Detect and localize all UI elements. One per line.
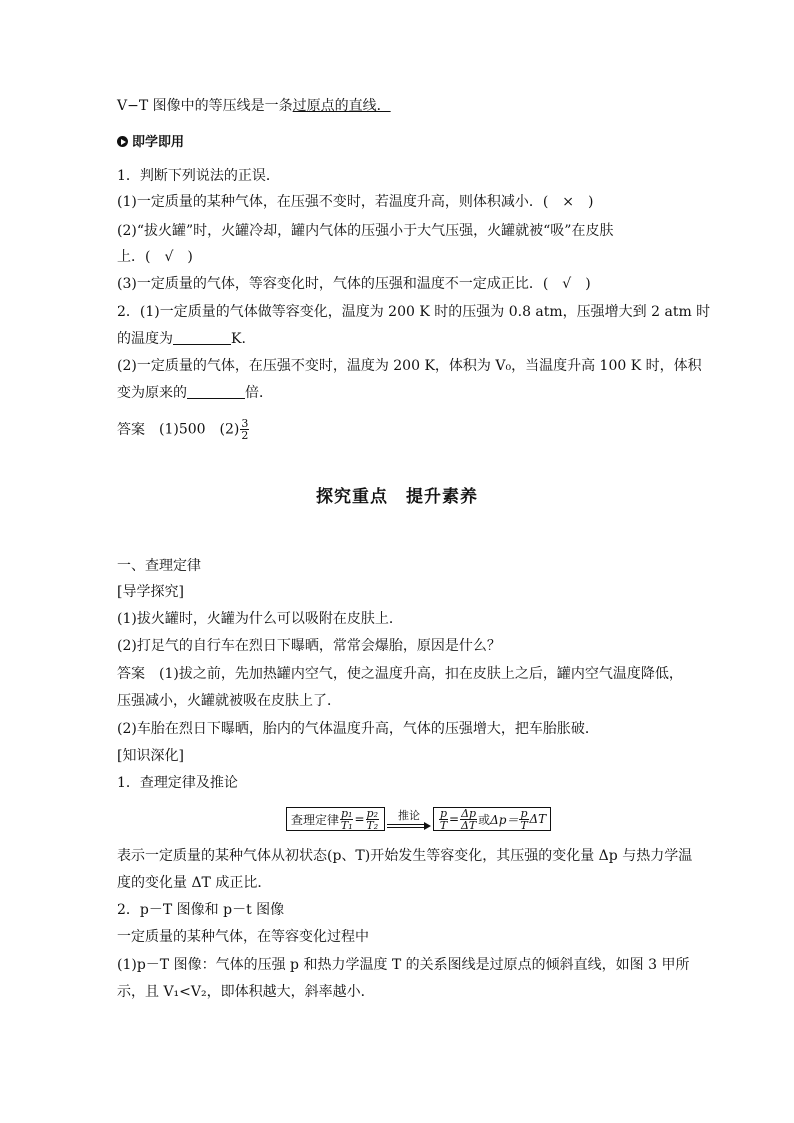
fraction-numerator: 3 [241, 417, 249, 430]
arrow-label: 推论 [397, 809, 420, 822]
dT-tail: ΔT [529, 812, 547, 826]
T: T [439, 818, 448, 832]
q1-item-2: (2)“拔火罐”时，火罐冷却，罐内气体的压强小于大气压强，火罐就被“吸”在皮肤 [117, 223, 614, 239]
double-arrow-icon [387, 823, 431, 831]
q2-line-4-prefix: 变为原来的 [117, 385, 187, 401]
q2-line-1: 2．(1)一定质量的气体做等容变化，温度为 200 K 时的压强为 0.8 atm，压强增大到 2 atm 时 [117, 304, 711, 320]
p: p [439, 806, 448, 820]
formula-desc-2: 度的变化量 ΔT 成正比． [117, 875, 272, 891]
guide-question-1: (1)拔火罐时，火罐为什么可以吸附在皮肤上． [117, 611, 403, 627]
practice-heading-text: 即学即用 [132, 135, 185, 150]
point2-line-2: 示，且 V₁<V₂，即体积越大，斜率越小． [117, 984, 375, 1000]
answer-1 [117, 418, 682, 441]
T1: T₁ [340, 818, 353, 832]
part1-heading: 一、查理定律 [117, 558, 201, 574]
section-title: 探究重点 提升素养 [316, 487, 478, 507]
q2-line-2-prefix: 的温度为 [117, 331, 173, 347]
law-box [286, 807, 385, 831]
fraction-p-T-2 [519, 808, 528, 831]
or-text: 或 [478, 812, 491, 827]
p1: p₁ [341, 806, 353, 820]
q2-line-3: (2)一定质量的气体，在压强不变时，温度为 200 K，体积为 V₀，当温度升高 100 K 时，体积 [117, 358, 702, 374]
answer-fraction [240, 418, 249, 441]
guide-answer-line-3: (2)车胎在烈日下曝晒，胎内的气体温度升高，气体的压强增大，把车胎胀破． [117, 721, 599, 737]
T-2: T [520, 818, 528, 832]
equals-sign: = [354, 812, 365, 826]
corollary-box [433, 807, 551, 831]
dT: ΔT [460, 818, 477, 832]
inference-arrow [387, 807, 431, 831]
guide-answer-label: 答案 [117, 666, 145, 682]
dp: Δp [461, 806, 477, 820]
answer-blank-2[interactable] [187, 384, 245, 399]
answer-blank-1[interactable] [173, 330, 231, 345]
guide-answer-text-1: (1)拔之前，先加热罐内空气，使之温度升高，扣在皮肤上之后，罐内空气温度降低， [159, 666, 683, 682]
guide-question-2: (2)打足气的自行车在烈日下曝晒，常常会爆胎，原因是什么？ [117, 638, 501, 654]
fraction-dp-dT [460, 808, 477, 831]
q2-line-2-suffix: K. [231, 331, 246, 347]
T2: T₂ [366, 818, 379, 832]
deepen-label: [知识深化] [117, 748, 184, 764]
fraction-p-T [439, 808, 448, 831]
practice-heading [117, 133, 682, 153]
guide-answer-line-2: 压强减小，火罐就被吸在皮肤上了． [117, 693, 341, 709]
point2-intro: 一定质量的某种气体，在等容变化过程中 [117, 929, 369, 945]
fraction-p1-T1 [340, 808, 353, 831]
answer-text: (1)500 (2) [159, 421, 240, 438]
p-2: p [520, 806, 528, 820]
play-circle-icon [117, 136, 128, 147]
q1-item-3: (3)一定质量的气体，等容变化时，气体的压强和温度不一定成正比．( √ ) [117, 276, 591, 292]
q1-title: 1．判断下列说法的正误． [117, 168, 280, 184]
fraction-p2-T2 [366, 808, 379, 831]
q1-item-2-cont: 上．( √ ) [117, 249, 193, 265]
guide-label: [导学探究] [117, 584, 184, 600]
q2-line-4-suffix: 倍． [245, 385, 273, 401]
equals-sign-2: = [449, 812, 460, 826]
q2-line-2 [117, 329, 682, 349]
dp-equals: Δp＝ [490, 812, 519, 827]
answer-label: 答案 [117, 421, 145, 438]
law-label: 查理定律 [291, 812, 340, 827]
point2-line-1: (1)p－T 图像：气体的压强 p 和热力学温度 T 的关系图线是过原点的倾斜直线，如图 3 甲所 [117, 957, 690, 973]
intro-line [117, 96, 682, 116]
charles-law-formula [286, 805, 551, 833]
intro-text: V−T 图像中的等压线是一条 [117, 98, 293, 114]
guide-answer-line-1 [117, 664, 682, 684]
p2: p₂ [366, 806, 378, 820]
point1-title: 1．查理定律及推论 [117, 775, 238, 791]
formula-desc-1: 表示一定质量的某种气体从初状态(p、T)开始发生等容变化，其压强的变化量 Δp 与热力学温 [117, 848, 693, 864]
intro-underlined-text: 过原点的直线． [292, 98, 391, 114]
q1-item-1: (1)一定质量的某种气体，在压强不变时，若温度升高，则体积减小．( × ) [117, 194, 594, 210]
point2-title: 2．p－T 图像和 p－t 图像 [117, 902, 285, 918]
q2-line-4 [117, 383, 682, 403]
fraction-denominator: 2 [241, 429, 249, 442]
